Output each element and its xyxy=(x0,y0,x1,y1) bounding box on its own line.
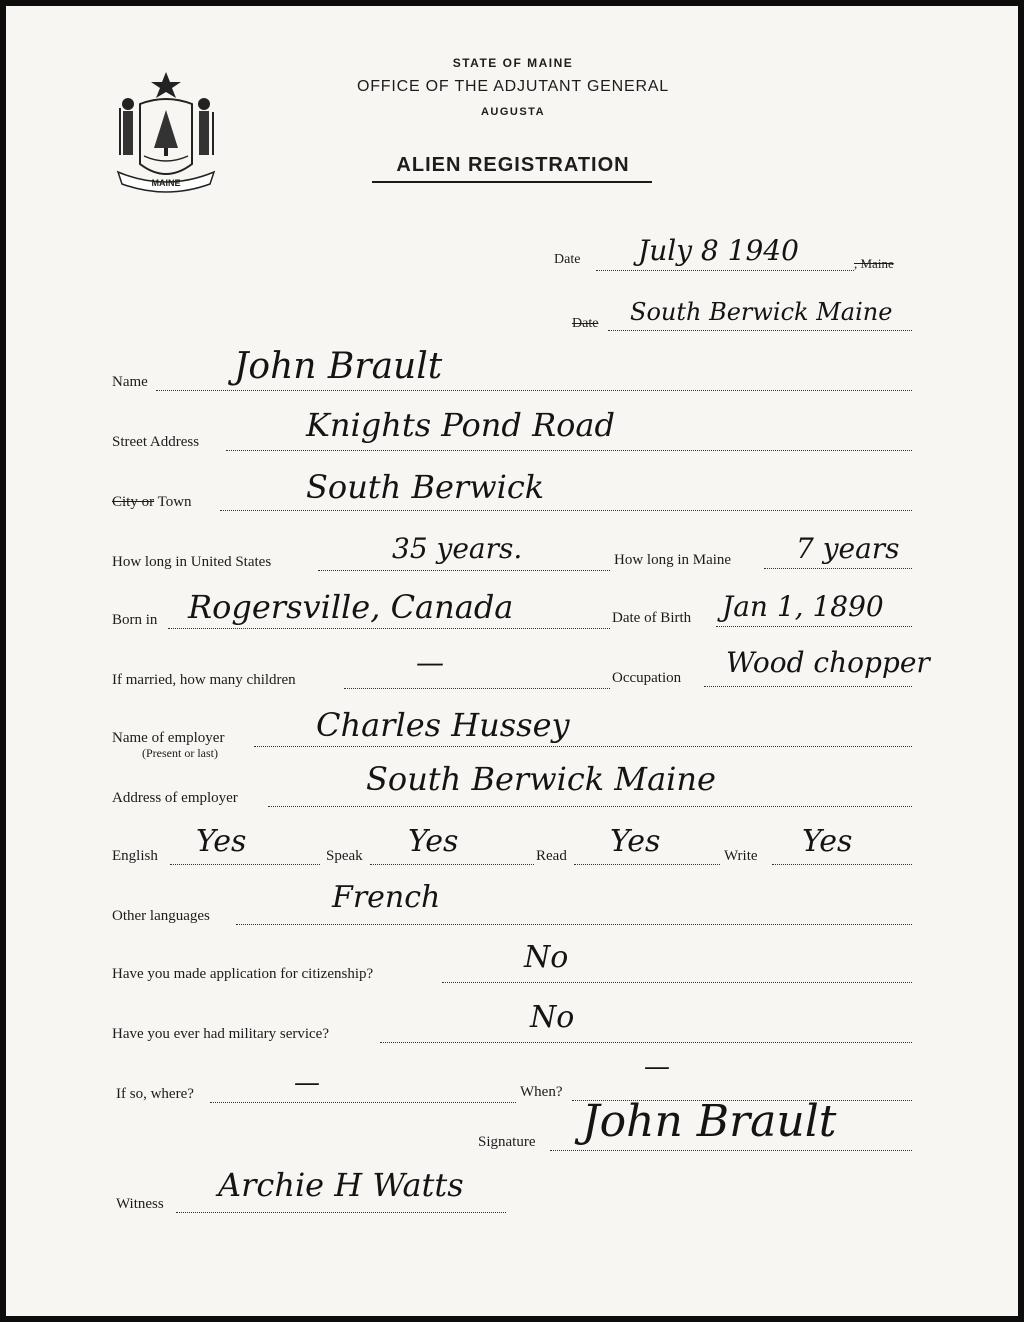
maine-time-label: How long in Maine xyxy=(614,552,732,568)
occupation-label: Occupation xyxy=(612,670,682,686)
dob-label: Date of Birth xyxy=(612,610,692,626)
military-value: No xyxy=(530,1000,575,1035)
header-city: AUGUSTA xyxy=(480,106,546,118)
maine-label: , Maine xyxy=(854,256,894,271)
employer-sublabel: (Present or last) xyxy=(142,746,218,760)
street-value: Knights Pond Road xyxy=(306,406,615,444)
signature-line xyxy=(550,1150,912,1151)
witness-line xyxy=(176,1212,506,1213)
write-label: Write xyxy=(724,848,758,864)
title-underline xyxy=(372,181,652,183)
us-label: How long in United States xyxy=(112,554,272,570)
other-languages-line xyxy=(236,924,912,925)
english-label: English xyxy=(112,848,158,864)
signature-label: Signature xyxy=(478,1134,536,1150)
street-line xyxy=(226,450,912,451)
date-label: Date xyxy=(554,252,581,267)
english-line xyxy=(170,864,320,865)
read-line xyxy=(574,864,720,865)
write-line xyxy=(772,864,912,865)
date-value: July 8 1940 xyxy=(638,234,799,267)
date-line xyxy=(596,270,854,271)
dob-line xyxy=(716,626,912,627)
children-label: If married, how many children xyxy=(112,672,296,688)
form-title: ALIEN REGISTRATION xyxy=(396,154,630,176)
witness-value: Archie H Watts xyxy=(218,1166,464,1204)
employer-value: Charles Hussey xyxy=(316,706,570,744)
maine-time-value: 7 years xyxy=(796,532,900,565)
street-label: Street Address xyxy=(112,434,200,450)
when-value: — xyxy=(644,1052,670,1082)
header-office: OFFICE OF THE ADJUTANT GENERAL xyxy=(356,78,670,95)
born-label: Born in xyxy=(112,612,158,628)
when-label: When? xyxy=(520,1084,563,1100)
seal-text: MAINE xyxy=(151,178,181,188)
citizenship-label: Have you made application for citizenship? xyxy=(112,966,374,982)
military-line xyxy=(380,1042,912,1043)
witness-label: Witness xyxy=(116,1196,164,1212)
children-line xyxy=(344,688,610,689)
citizenship-value: No xyxy=(524,940,569,975)
speak-value: Yes xyxy=(408,824,459,859)
occupation-value: Wood chopper xyxy=(726,646,930,679)
born-line xyxy=(168,628,610,629)
city-label xyxy=(112,494,192,511)
name-value: John Brault xyxy=(234,346,443,387)
us-value: 35 years. xyxy=(392,532,523,565)
employer-address-line xyxy=(268,806,912,807)
speak-label: Speak xyxy=(326,848,363,864)
other-languages-label: Other languages xyxy=(112,908,210,924)
other-languages-value: French xyxy=(332,880,441,915)
employer-line xyxy=(254,746,912,747)
where-value: — xyxy=(294,1068,320,1098)
us-line xyxy=(318,570,610,571)
place-label: Date xyxy=(572,316,599,331)
read-label: Read xyxy=(536,848,567,864)
maine-time-line xyxy=(764,568,912,569)
name-line xyxy=(156,390,912,391)
city-line xyxy=(220,510,912,511)
occupation-line xyxy=(704,686,912,687)
dob-value: Jan 1, 1890 xyxy=(722,590,884,623)
name-label: Name xyxy=(112,374,148,390)
employer-address-value: South Berwick Maine xyxy=(366,760,716,798)
citizenship-line xyxy=(442,982,912,983)
write-value: Yes xyxy=(802,824,853,859)
read-value: Yes xyxy=(610,824,661,859)
place-line xyxy=(608,330,912,331)
english-value: Yes xyxy=(196,824,247,859)
employer-address-label: Address of employer xyxy=(112,790,238,806)
header-state: STATE OF MAINE xyxy=(452,56,574,70)
signature-value: John Brault xyxy=(582,1096,837,1147)
city-value: South Berwick xyxy=(306,468,545,506)
employer-label: Name of employer xyxy=(112,730,225,746)
speak-line xyxy=(370,864,534,865)
where-line xyxy=(210,1102,516,1103)
military-label: Have you ever had military service? xyxy=(112,1026,329,1042)
city-label-struck: City or xyxy=(112,494,155,510)
children-value: — xyxy=(416,646,444,679)
town-label: Town xyxy=(157,494,192,510)
born-value: Rogersville, Canada xyxy=(188,588,514,626)
place-value: South Berwick Maine xyxy=(630,298,893,326)
where-label: If so, where? xyxy=(116,1086,194,1102)
